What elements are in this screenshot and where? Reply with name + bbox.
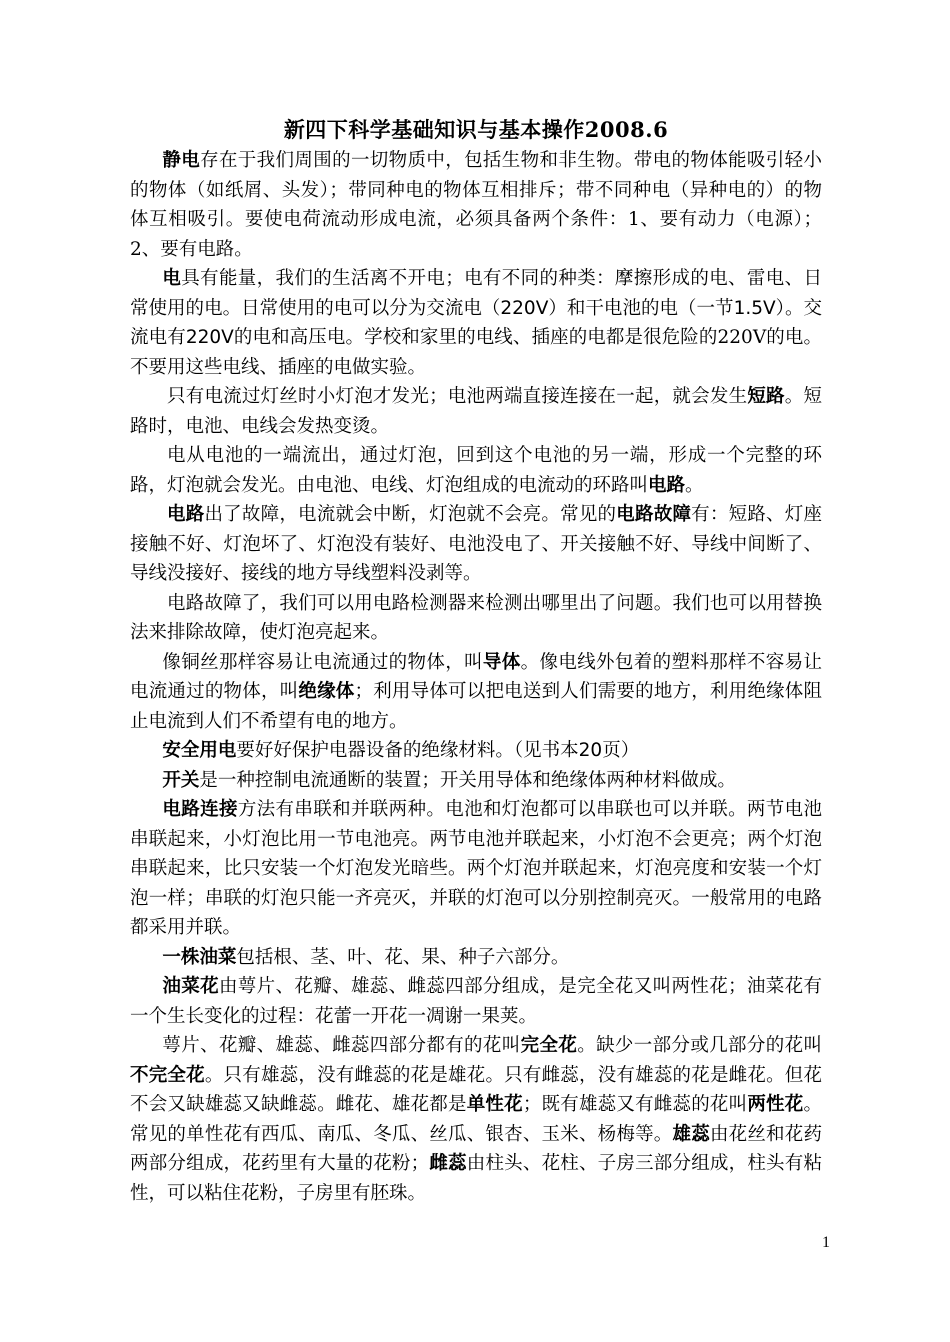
term: 单性花 xyxy=(466,1094,523,1115)
term: 雄蕊 xyxy=(672,1123,710,1145)
paragraph-safety xyxy=(130,736,822,766)
paragraph-text: ）和干电池的电（一节 xyxy=(548,297,734,319)
paragraph-text: 像铜丝那样容易让电流通过的物体，叫 xyxy=(162,651,483,673)
term: 电路 xyxy=(167,504,205,525)
paragraph-short-circuit xyxy=(130,382,822,441)
paragraph-text: 萼片、花瓣、雄蕊、雌蕊四部分都有的花叫 xyxy=(162,1035,521,1056)
paragraph-text: 。 xyxy=(685,474,704,496)
term: 安全用电 xyxy=(162,740,237,761)
term: 电 xyxy=(162,268,182,289)
term: 电路 xyxy=(648,474,686,496)
term: 绝缘体 xyxy=(298,681,355,702)
paragraph-text: 。短路时，电池、电线会发热变烫。 xyxy=(130,386,822,437)
document-body xyxy=(130,114,822,1208)
paragraph-rapeseed-plant xyxy=(130,943,822,973)
paragraph-flower-types xyxy=(130,1031,822,1208)
paragraph-text: 出了故障，电流就会中断，灯泡就不会亮。常见的 xyxy=(204,504,617,525)
term: 电路故障 xyxy=(616,504,692,525)
paragraph-text: 的电和高压电。学校和家里的电线、插座的电都是很危险的220V的电。不要用这些电线、插座的电做实验。 xyxy=(130,327,822,378)
term: 短路 xyxy=(747,386,785,407)
paragraph-conductor xyxy=(130,648,822,737)
term: 雌蕊 xyxy=(429,1153,467,1174)
paragraph-text: 是一种控制电流通断的装置；开关用导体和绝缘体两种材料做成。 xyxy=(199,769,736,791)
paragraph-connection xyxy=(130,795,822,943)
paragraph-text: 。只有雄蕊，没有雌蕊的花是雄花。只有雌蕊，没有雄蕊的花是雌花。但花不会又缺雄蕊又缺雌蕊。雌花、雄花都是 xyxy=(130,1064,822,1115)
paragraph-fault-detection xyxy=(130,589,822,648)
paragraph-text: 由萼片、花瓣、雄蕊、雌蕊四部分组成，是完全花又叫两性花；油菜花有一个生长变化的过程：花蕾一开花一凋谢一果荚。 xyxy=(130,976,822,1027)
page-reference: 20 xyxy=(578,740,603,761)
paragraph-text: ；既有雄蕊又有雌蕊的花叫 xyxy=(522,1094,748,1115)
voltage-value: 220V xyxy=(185,327,234,348)
paragraph-text: 由花丝和花药两部分组成，花药里有大量的花粉； xyxy=(130,1123,822,1174)
paragraph-text: 由柱头、花柱、子房三部分组成，柱头有粘性，可以粘住花粉，子房里有胚珠。 xyxy=(130,1153,822,1204)
page-title: 新四下科学基础知识与基本操作2008.6 xyxy=(283,117,669,142)
paragraph-text: 具有能量，我们的生活离不开电；电有不同的种类：摩擦形成的电、雷电、日常使用的电。日常使用的电可以分为交流电（ xyxy=(130,268,822,319)
term: 开关 xyxy=(162,769,200,791)
paragraph-text: 要好好保护电器设备的绝缘材料。（见书本 xyxy=(236,740,579,761)
paragraph-text: 方法有串联和并联两种。电池和灯泡都可以串联也可以并联。两节电池串联起来，小灯泡比用一节电池亮。两节电池并联起来，小灯泡不会更亮；两个灯泡串联起来，比只安装一个灯泡发光暗些。两个灯泡并联起来，灯泡亮度和安装一个灯泡一样；串联的灯泡只能一齐亮灭，并联的灯泡可以分别控制亮灭。一般常用的电路都采用并联。 xyxy=(130,799,822,938)
term: 电路连接 xyxy=(162,799,238,820)
paragraph-text: 电路故障了，我们可以用电路检测器来检测出哪里出了问题。我们也可以用替换法来排除故障，使灯泡亮起来。 xyxy=(130,592,822,643)
page-number: 1 xyxy=(822,1234,830,1251)
paragraph-text: ）。交流电有 xyxy=(130,297,822,348)
paragraph-text: 有：短路、灯座接触不好、灯泡坏了、灯泡没有装好、电池没电了、开关接触不好、导线中间断了、导线没接好、接线的地方导线塑料没剥等。 xyxy=(130,504,822,584)
paragraph-text: 。像电线外包着的塑料那样不容易让电流通过的物体，叫 xyxy=(130,651,822,702)
paragraph-static-electricity xyxy=(130,146,822,264)
paragraph-switch xyxy=(130,766,822,796)
term: 导体 xyxy=(482,651,521,673)
paragraph-electricity xyxy=(130,264,822,382)
paragraph-rapeseed-flower xyxy=(130,972,822,1031)
paragraph-text: 页） xyxy=(602,740,640,761)
paragraph-circuit xyxy=(130,441,822,500)
paragraph-text: 存在于我们周围的一切物质中，包括生物和非生物。带电的物体能吸引轻小的物体（如纸屑、头发）；带同种电的物体互相排斥；带不同种电（异种电的）的物体互相吸引。要使电荷流动形成电流，必须具备两个条件：1、要有动力（电源）；2、要有电路。 xyxy=(130,150,822,260)
term: 一株油菜 xyxy=(162,946,237,968)
paragraph-text: 包括根、茎、叶、花、果、种子六部分。 xyxy=(236,946,570,968)
paragraph-text: 。常见的单性花有西瓜、南瓜、冬瓜、丝瓜、银杏、玉米、杨梅等。 xyxy=(130,1094,822,1145)
term: 不完全花 xyxy=(130,1064,205,1086)
term: 完全花 xyxy=(520,1035,578,1056)
paragraph-text: 只有电流过灯丝时小灯泡才发光；电池两端直接连接在一起，就会发生 xyxy=(167,386,748,407)
paragraph-circuit-fault xyxy=(130,500,822,589)
term: 两性花 xyxy=(747,1094,804,1115)
voltage-value: 220V xyxy=(500,297,549,319)
term: 静电 xyxy=(162,150,201,171)
paragraph-text: 电从电池的一端流出，通过灯泡，回到这个电池的另一端，形成一个完整的环路，灯泡就会发光。由电池、电线、灯泡组成的电流动的环路叫 xyxy=(130,445,822,496)
voltage-value: 1.5V xyxy=(733,297,776,319)
paragraph-text: 。缺少一部分或几部分的花叫 xyxy=(577,1035,822,1056)
term: 油菜花 xyxy=(162,976,219,997)
paragraph-text: ；利用导体可以把电送到人们需要的地方，利用绝缘体阻止电流到人们不希望有电的地方。 xyxy=(130,681,822,732)
